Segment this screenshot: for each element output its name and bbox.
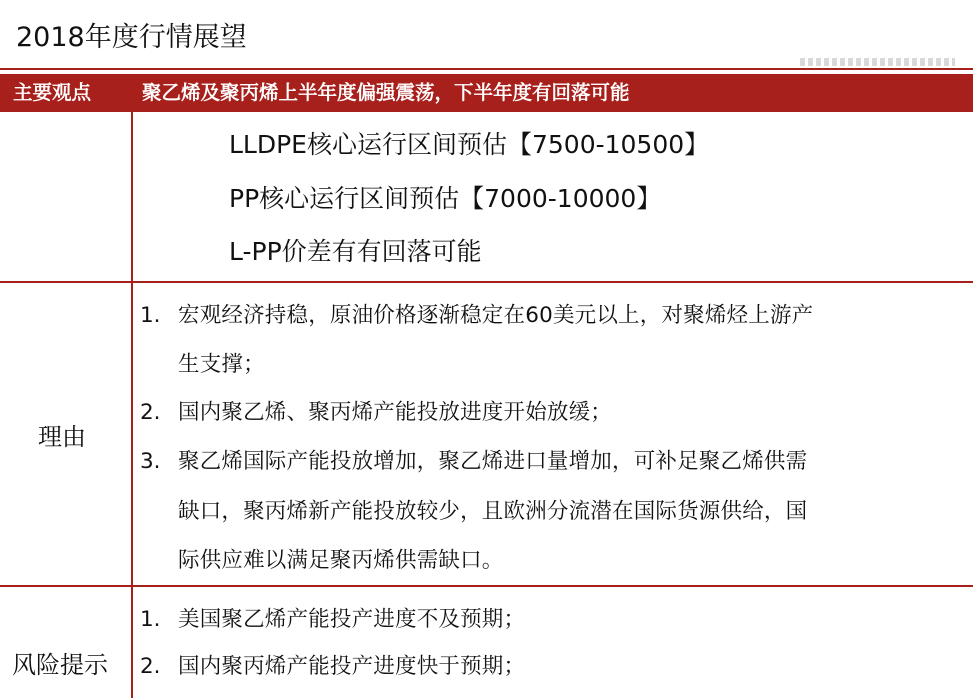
reason-line: 际供应难以满足聚丙烯供需缺口。 (178, 548, 504, 573)
reason-line: 缺口，聚丙烯新产能投放较少，且欧洲分流潜在国际货源供给，国 (178, 499, 808, 524)
reason-number: 2. (140, 400, 161, 425)
risks-label: 风险提示 (12, 651, 108, 679)
risk-line: 国内聚丙烯产能投产进度快于预期； (178, 654, 526, 679)
reason-number: 1. (140, 303, 161, 328)
reason-line: 生支撑； (178, 352, 265, 377)
outlook-lldpe: LLDPE核心运行区间预估【7500-10500】 (229, 130, 710, 159)
risk-number: 1. (140, 607, 161, 632)
page-title: 2018年度行情展望 (16, 22, 247, 53)
header-view: 聚乙烯及聚丙烯上半年度偏强震荡，下半年度有回落可能 (142, 81, 630, 104)
row-divider (0, 585, 973, 587)
reasons-label: 理由 (38, 423, 86, 451)
risk-line: 美国聚乙烯产能投产进度不及预期； (178, 607, 526, 632)
header-divider (0, 68, 973, 70)
reason-line: 聚乙烯国际产能投放增加，聚乙烯进口量增加，可补足聚乙烯供需 (178, 449, 808, 474)
column-divider (131, 112, 133, 698)
reason-number: 3. (140, 449, 161, 474)
outlook-pp: PP核心运行区间预估【7000-10000】 (229, 184, 662, 213)
reason-line: 宏观经济持稳，原油价格逐渐稳定在60美元以上，对聚烯烃上游产 (178, 303, 814, 328)
logo-watermark (800, 58, 955, 66)
outlook-spread: L-PP价差有有回落可能 (229, 237, 482, 266)
risk-number: 2. (140, 654, 161, 679)
header-band (0, 74, 973, 112)
header-label: 主要观点 (13, 81, 92, 104)
reason-line: 国内聚乙烯、聚丙烯产能投放进度开始放缓； (178, 400, 613, 425)
row-divider (0, 281, 973, 283)
